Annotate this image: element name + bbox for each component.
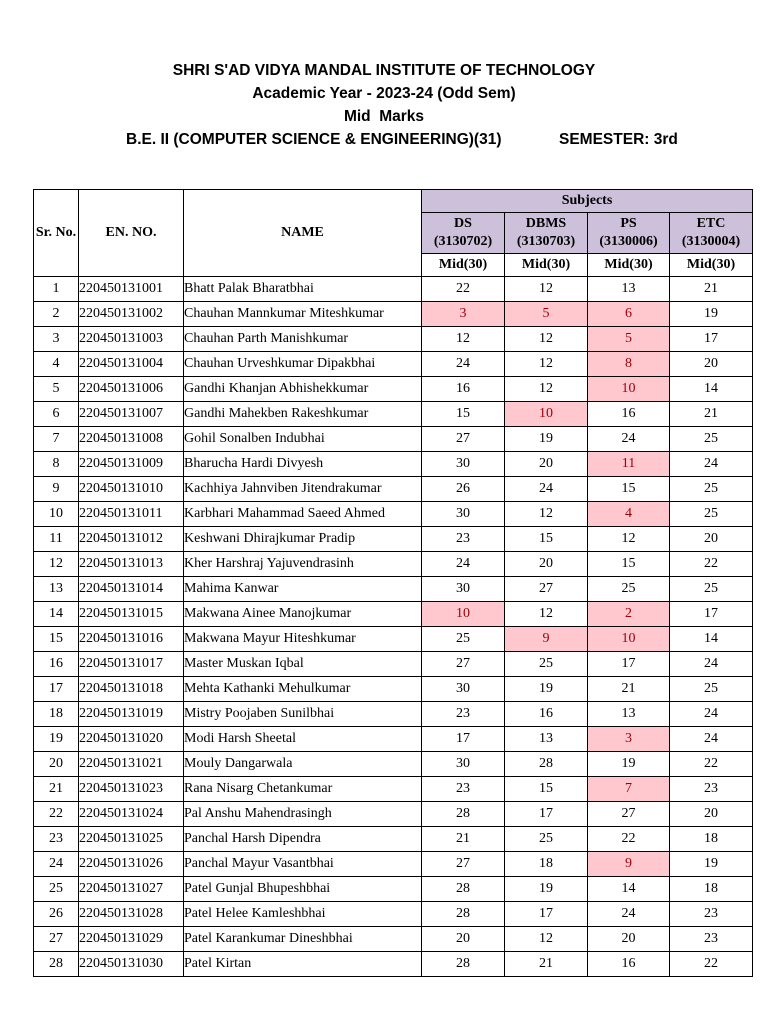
col-header-sr: Sr. No.	[34, 190, 79, 277]
cell-mark-ds: 16	[422, 377, 505, 402]
col-header-en: EN. NO.	[79, 190, 184, 277]
cell-sr: 27	[34, 927, 79, 952]
cell-mark-etc: 19	[670, 302, 753, 327]
table-row	[34, 602, 753, 627]
semester-label: SEMESTER: 3rd	[559, 131, 678, 148]
table-row	[34, 652, 753, 677]
table-row	[34, 727, 753, 752]
cell-mark-ds: 27	[422, 652, 505, 677]
cell-enrollment: 220450131016	[79, 627, 184, 652]
cell-name: Gandhi Khanjan Abhishekkumar	[184, 377, 422, 402]
cell-mark-dbms: 21	[505, 952, 588, 977]
cell-sr: 10	[34, 502, 79, 527]
cell-mark-ds: 23	[422, 702, 505, 727]
cell-sr: 8	[34, 452, 79, 477]
cell-name: Patel Gunjal Bhupeshbhai	[184, 877, 422, 902]
cell-mark-etc: 21	[670, 402, 753, 427]
cell-sr: 16	[34, 652, 79, 677]
cell-name: Chauhan Parth Manishkumar	[184, 327, 422, 352]
table-row	[34, 752, 753, 777]
table-row	[34, 852, 753, 877]
table-row	[34, 702, 753, 727]
cell-sr: 28	[34, 952, 79, 977]
cell-mark-ps: 2	[588, 602, 670, 627]
program-line	[0, 128, 768, 151]
table-row	[34, 677, 753, 702]
cell-enrollment: 220450131011	[79, 502, 184, 527]
cell-sr: 23	[34, 827, 79, 852]
cell-mark-ps: 11	[588, 452, 670, 477]
cell-mark-etc: 17	[670, 327, 753, 352]
cell-mark-ds: 27	[422, 852, 505, 877]
cell-mark-etc: 14	[670, 627, 753, 652]
cell-mark-dbms: 19	[505, 877, 588, 902]
cell-sr: 1	[34, 277, 79, 302]
cell-enrollment: 220450131018	[79, 677, 184, 702]
cell-name: Master Muskan Iqbal	[184, 652, 422, 677]
cell-mark-etc: 25	[670, 502, 753, 527]
cell-mark-etc: 21	[670, 277, 753, 302]
cell-sr: 17	[34, 677, 79, 702]
cell-mark-etc: 24	[670, 452, 753, 477]
cell-mark-dbms: 19	[505, 677, 588, 702]
document-header	[0, 59, 768, 151]
table-row	[34, 577, 753, 602]
cell-mark-ds: 28	[422, 877, 505, 902]
cell-enrollment: 220450131024	[79, 802, 184, 827]
cell-enrollment: 220450131020	[79, 727, 184, 752]
cell-mark-ds: 30	[422, 752, 505, 777]
cell-name: Keshwani Dhirajkumar Pradip	[184, 527, 422, 552]
cell-mark-ds: 17	[422, 727, 505, 752]
cell-name: Mouly Dangarwala	[184, 752, 422, 777]
cell-name: Rana Nisarg Chetankumar	[184, 777, 422, 802]
cell-mark-dbms: 12	[505, 277, 588, 302]
cell-name: Makwana Mayur Hiteshkumar	[184, 627, 422, 652]
cell-sr: 9	[34, 477, 79, 502]
cell-sr: 15	[34, 627, 79, 652]
cell-name: Karbhari Mahammad Saeed Ahmed	[184, 502, 422, 527]
cell-mark-dbms: 19	[505, 427, 588, 452]
cell-mark-ps: 5	[588, 327, 670, 352]
cell-sr: 6	[34, 402, 79, 427]
cell-mark-dbms: 15	[505, 777, 588, 802]
cell-name: Panchal Mayur Vasantbhai	[184, 852, 422, 877]
cell-mark-dbms: 12	[505, 927, 588, 952]
cell-mark-ds: 24	[422, 352, 505, 377]
cell-mark-ps: 14	[588, 877, 670, 902]
table-row	[34, 877, 753, 902]
cell-mark-etc: 24	[670, 652, 753, 677]
exam-title: Mid Marks	[343, 108, 425, 125]
cell-mark-dbms: 12	[505, 602, 588, 627]
cell-mark-etc: 25	[670, 677, 753, 702]
cell-mark-ps: 20	[588, 927, 670, 952]
table-row	[34, 927, 753, 952]
cell-mark-ps: 13	[588, 702, 670, 727]
cell-sr: 24	[34, 852, 79, 877]
cell-mark-ps: 10	[588, 627, 670, 652]
max-marks-dbms: Mid(30)	[505, 254, 588, 277]
cell-mark-dbms: 12	[505, 327, 588, 352]
cell-mark-ps: 16	[588, 402, 670, 427]
subject-header-ds: DS (3130702)	[422, 213, 505, 254]
cell-mark-ds: 28	[422, 802, 505, 827]
cell-mark-ds: 3	[422, 302, 505, 327]
subject-header-etc: ETC (3130004)	[670, 213, 753, 254]
cell-enrollment: 220450131021	[79, 752, 184, 777]
cell-sr: 19	[34, 727, 79, 752]
cell-mark-dbms: 20	[505, 552, 588, 577]
cell-mark-etc: 20	[670, 352, 753, 377]
cell-enrollment: 220450131017	[79, 652, 184, 677]
cell-mark-ps: 15	[588, 477, 670, 502]
cell-enrollment: 220450131029	[79, 927, 184, 952]
cell-enrollment: 220450131023	[79, 777, 184, 802]
cell-mark-ps: 24	[588, 427, 670, 452]
cell-mark-ps: 21	[588, 677, 670, 702]
cell-mark-etc: 23	[670, 777, 753, 802]
cell-enrollment: 220450131004	[79, 352, 184, 377]
cell-sr: 12	[34, 552, 79, 577]
cell-mark-ds: 28	[422, 902, 505, 927]
cell-name: Patel Karankumar Dineshbhai	[184, 927, 422, 952]
subject-header-dbms: DBMS (3130703)	[505, 213, 588, 254]
cell-name: Mahima Kanwar	[184, 577, 422, 602]
cell-enrollment: 220450131013	[79, 552, 184, 577]
cell-mark-ps: 24	[588, 902, 670, 927]
cell-enrollment: 220450131002	[79, 302, 184, 327]
table-row	[34, 527, 753, 552]
cell-mark-ds: 24	[422, 552, 505, 577]
cell-name: Kher Harshraj Yajuvendrasinh	[184, 552, 422, 577]
cell-sr: 4	[34, 352, 79, 377]
table-row	[34, 327, 753, 352]
cell-mark-dbms: 9	[505, 627, 588, 652]
cell-enrollment: 220450131014	[79, 577, 184, 602]
cell-mark-ds: 26	[422, 477, 505, 502]
max-marks-ps: Mid(30)	[588, 254, 670, 277]
institute-name: SHRI S'AD VIDYA MANDAL INSTITUTE OF TECHNOLOGY	[172, 62, 596, 79]
cell-mark-dbms: 10	[505, 402, 588, 427]
cell-mark-ds: 12	[422, 327, 505, 352]
table-row	[34, 802, 753, 827]
cell-mark-etc: 23	[670, 902, 753, 927]
cell-name: Kachhiya Jahnviben Jitendrakumar	[184, 477, 422, 502]
cell-mark-ps: 22	[588, 827, 670, 852]
col-header-name: NAME	[184, 190, 422, 277]
cell-mark-etc: 19	[670, 852, 753, 877]
cell-sr: 7	[34, 427, 79, 452]
table-row	[34, 552, 753, 577]
cell-mark-dbms: 5	[505, 302, 588, 327]
cell-mark-etc: 25	[670, 427, 753, 452]
table-row	[34, 402, 753, 427]
max-marks-ds: Mid(30)	[422, 254, 505, 277]
table-row	[34, 427, 753, 452]
cell-mark-etc: 25	[670, 477, 753, 502]
cell-mark-etc: 18	[670, 877, 753, 902]
cell-mark-ds: 30	[422, 677, 505, 702]
table-row	[34, 952, 753, 977]
cell-mark-ps: 7	[588, 777, 670, 802]
table-row	[34, 477, 753, 502]
cell-mark-ps: 12	[588, 527, 670, 552]
cell-name: Panchal Harsh Dipendra	[184, 827, 422, 852]
cell-enrollment: 220450131026	[79, 852, 184, 877]
cell-name: Gandhi Mahekben Rakeshkumar	[184, 402, 422, 427]
table-body	[34, 277, 753, 977]
cell-sr: 2	[34, 302, 79, 327]
academic-year: Academic Year - 2023-24 (Odd Sem)	[252, 85, 516, 102]
cell-mark-ps: 13	[588, 277, 670, 302]
max-marks-etc: Mid(30)	[670, 254, 753, 277]
cell-enrollment: 220450131030	[79, 952, 184, 977]
cell-mark-dbms: 12	[505, 377, 588, 402]
cell-enrollment: 220450131012	[79, 527, 184, 552]
cell-enrollment: 220450131007	[79, 402, 184, 427]
cell-mark-ps: 6	[588, 302, 670, 327]
cell-name: Pal Anshu Mahendrasingh	[184, 802, 422, 827]
cell-mark-ds: 21	[422, 827, 505, 852]
table-row	[34, 452, 753, 477]
cell-mark-etc: 22	[670, 552, 753, 577]
cell-sr: 11	[34, 527, 79, 552]
cell-name: Makwana Ainee Manojkumar	[184, 602, 422, 627]
cell-mark-dbms: 25	[505, 652, 588, 677]
cell-name: Bharucha Hardi Divyesh	[184, 452, 422, 477]
cell-mark-etc: 17	[670, 602, 753, 627]
cell-enrollment: 220450131008	[79, 427, 184, 452]
cell-sr: 3	[34, 327, 79, 352]
cell-name: Patel Kirtan	[184, 952, 422, 977]
cell-name: Bhatt Palak Bharatbhai	[184, 277, 422, 302]
cell-enrollment: 220450131006	[79, 377, 184, 402]
cell-mark-dbms: 17	[505, 902, 588, 927]
cell-mark-etc: 20	[670, 527, 753, 552]
cell-mark-ps: 8	[588, 352, 670, 377]
cell-mark-etc: 20	[670, 802, 753, 827]
cell-mark-ps: 27	[588, 802, 670, 827]
cell-enrollment: 220450131009	[79, 452, 184, 477]
cell-name: Chauhan Urveshkumar Dipakbhai	[184, 352, 422, 377]
cell-sr: 26	[34, 902, 79, 927]
cell-name: Mehta Kathanki Mehulkumar	[184, 677, 422, 702]
cell-mark-ps: 16	[588, 952, 670, 977]
cell-enrollment: 220450131025	[79, 827, 184, 852]
cell-mark-etc: 25	[670, 577, 753, 602]
cell-enrollment: 220450131003	[79, 327, 184, 352]
cell-mark-dbms: 20	[505, 452, 588, 477]
cell-sr: 20	[34, 752, 79, 777]
table-row	[34, 277, 753, 302]
cell-mark-dbms: 24	[505, 477, 588, 502]
cell-mark-dbms: 27	[505, 577, 588, 602]
cell-mark-ps: 17	[588, 652, 670, 677]
cell-sr: 5	[34, 377, 79, 402]
cell-sr: 13	[34, 577, 79, 602]
table-row	[34, 627, 753, 652]
cell-enrollment: 220450131015	[79, 602, 184, 627]
subject-header-ps: PS (3130006)	[588, 213, 670, 254]
cell-mark-etc: 24	[670, 702, 753, 727]
cell-mark-dbms: 13	[505, 727, 588, 752]
table-row	[34, 777, 753, 802]
table-row	[34, 502, 753, 527]
cell-mark-etc: 23	[670, 927, 753, 952]
table-row	[34, 302, 753, 327]
cell-mark-ps: 19	[588, 752, 670, 777]
cell-mark-dbms: 17	[505, 802, 588, 827]
program-name: B.E. II (COMPUTER SCIENCE & ENGINEERING)(31)	[126, 131, 502, 148]
cell-sr: 21	[34, 777, 79, 802]
cell-mark-ps: 4	[588, 502, 670, 527]
cell-name: Gohil Sonalben Indubhai	[184, 427, 422, 452]
cell-mark-ds: 23	[422, 527, 505, 552]
cell-mark-ps: 10	[588, 377, 670, 402]
subjects-header: Subjects	[422, 190, 753, 213]
cell-mark-dbms: 12	[505, 502, 588, 527]
cell-mark-dbms: 18	[505, 852, 588, 877]
cell-mark-ps: 3	[588, 727, 670, 752]
cell-mark-ds: 15	[422, 402, 505, 427]
cell-mark-etc: 24	[670, 727, 753, 752]
cell-mark-dbms: 15	[505, 527, 588, 552]
cell-mark-ds: 27	[422, 427, 505, 452]
cell-mark-ds: 25	[422, 627, 505, 652]
cell-mark-etc: 18	[670, 827, 753, 852]
cell-mark-dbms: 16	[505, 702, 588, 727]
cell-sr: 25	[34, 877, 79, 902]
cell-mark-ds: 10	[422, 602, 505, 627]
cell-mark-ds: 20	[422, 927, 505, 952]
cell-name: Mistry Poojaben Sunilbhai	[184, 702, 422, 727]
cell-enrollment: 220450131028	[79, 902, 184, 927]
cell-sr: 18	[34, 702, 79, 727]
cell-enrollment: 220450131010	[79, 477, 184, 502]
cell-name: Modi Harsh Sheetal	[184, 727, 422, 752]
cell-enrollment: 220450131019	[79, 702, 184, 727]
cell-mark-etc: 22	[670, 752, 753, 777]
cell-mark-ds: 30	[422, 577, 505, 602]
cell-mark-ds: 28	[422, 952, 505, 977]
cell-sr: 22	[34, 802, 79, 827]
cell-mark-etc: 22	[670, 952, 753, 977]
table-row	[34, 377, 753, 402]
cell-mark-dbms: 25	[505, 827, 588, 852]
cell-mark-ps: 25	[588, 577, 670, 602]
cell-mark-dbms: 12	[505, 352, 588, 377]
cell-mark-dbms: 28	[505, 752, 588, 777]
cell-mark-ps: 9	[588, 852, 670, 877]
cell-mark-etc: 14	[670, 377, 753, 402]
table-row	[34, 827, 753, 852]
table-header	[34, 190, 753, 277]
cell-name: Chauhan Mannkumar Miteshkumar	[184, 302, 422, 327]
cell-mark-ps: 15	[588, 552, 670, 577]
cell-mark-ds: 23	[422, 777, 505, 802]
cell-mark-ds: 22	[422, 277, 505, 302]
table-row	[34, 352, 753, 377]
cell-enrollment: 220450131027	[79, 877, 184, 902]
cell-mark-ds: 30	[422, 452, 505, 477]
cell-sr: 14	[34, 602, 79, 627]
table-row	[34, 902, 753, 927]
cell-name: Patel Helee Kamleshbhai	[184, 902, 422, 927]
marks-table	[33, 189, 753, 977]
cell-enrollment: 220450131001	[79, 277, 184, 302]
cell-mark-ds: 30	[422, 502, 505, 527]
